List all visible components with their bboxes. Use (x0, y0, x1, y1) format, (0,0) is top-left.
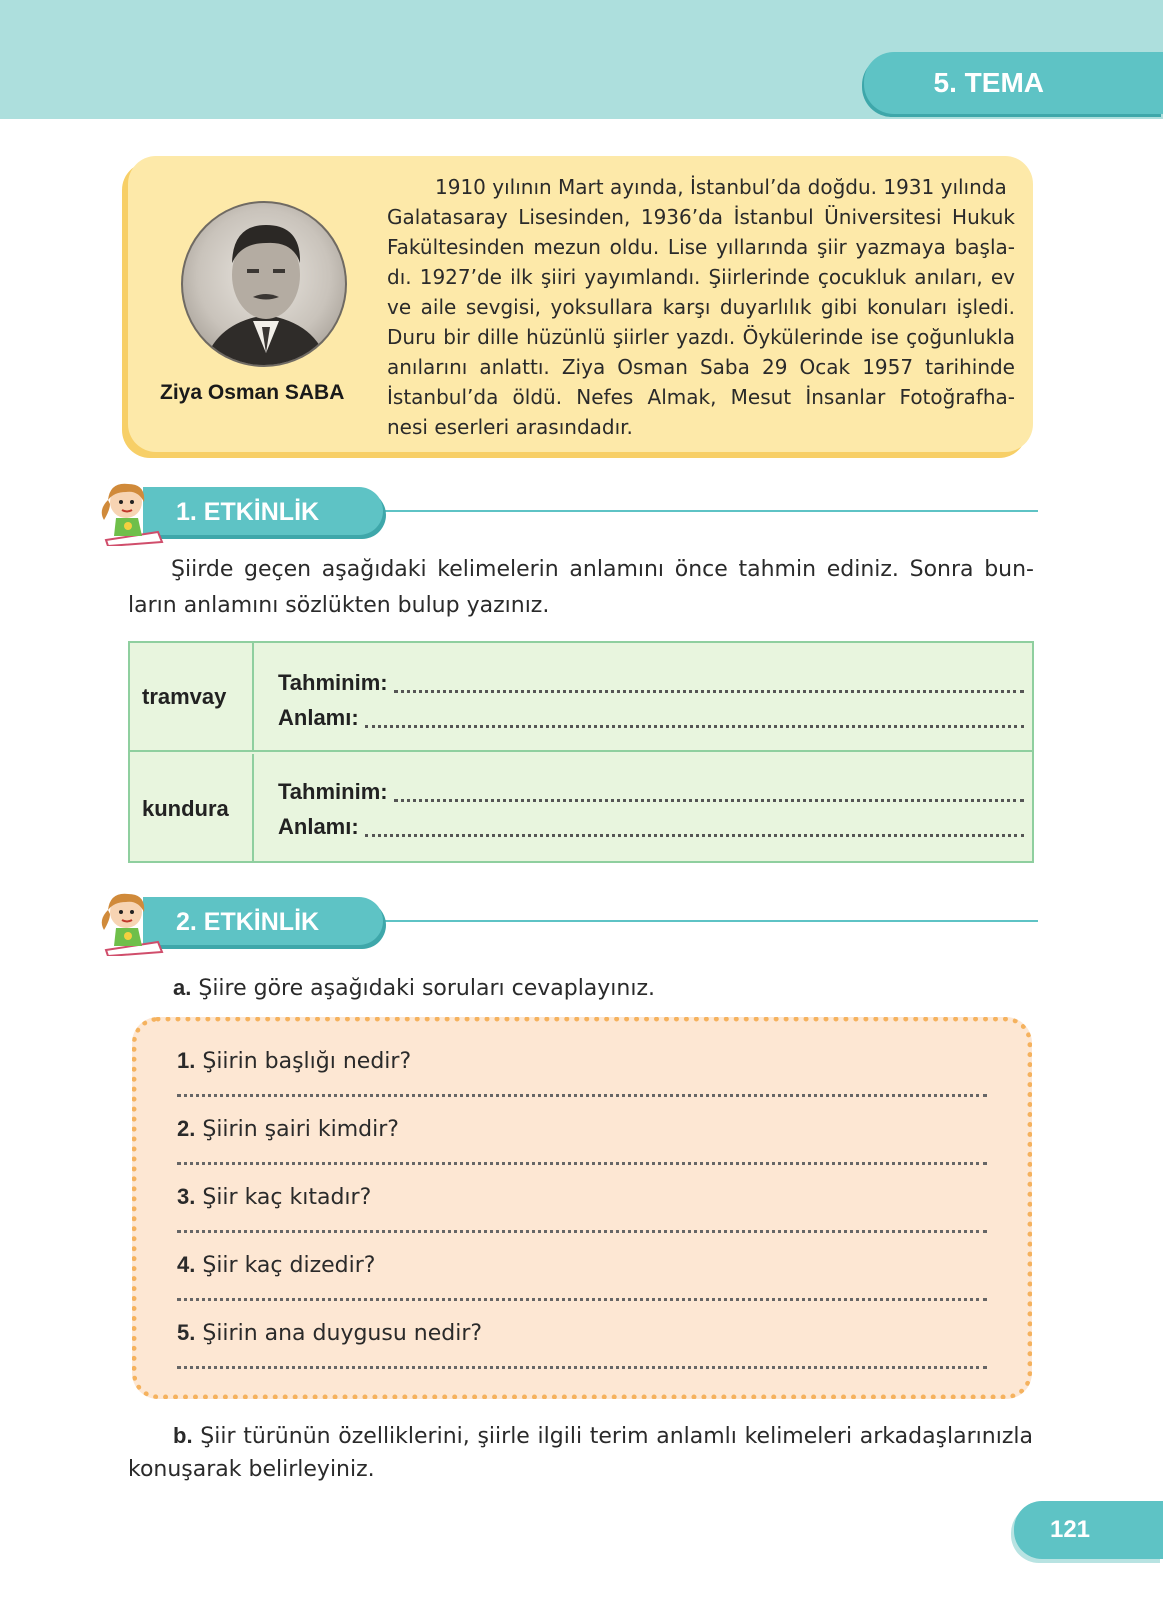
page-number: 121 (1049, 1516, 1091, 1543)
meaning-label: Anlamı: (278, 814, 359, 839)
answer-line[interactable] (177, 1366, 987, 1369)
activity-1-instruction-line2: ların anlamını sözlükten bulup yazınız. (128, 593, 550, 618)
question-number: 4. (177, 1252, 196, 1277)
biography-text (387, 172, 1015, 442)
question-item (177, 1320, 997, 1346)
bio-line: Duru bir dille hüzünlü şiirler yazdı. Öykülerinde ise çoğunlukla (387, 325, 1015, 349)
theme-label: 5. TEMA (933, 67, 1044, 98)
question-number: 3. (177, 1184, 196, 1209)
answer-line[interactable] (177, 1298, 987, 1301)
bio-line: Galatasaray Lisesinden, 1936’da İstanbul Üniversitesi Hukuk (387, 205, 1015, 229)
part-b-letter: b. (173, 1423, 193, 1448)
author-portrait (181, 201, 347, 367)
part-b-text: Şiir türünün özelliklerini, şiirle ilgili terim anlamlı kelimeleri arkadaşlarınızla (192, 1424, 1033, 1449)
bio-line: İstanbul’da öldü. Nefes Almak, Mesut İnsanlar Fotoğrafha- (387, 385, 1015, 409)
meaning-label: Anlamı: (278, 705, 359, 730)
meaning-line[interactable] (278, 810, 1024, 844)
header-rule (378, 510, 1038, 512)
activity-2-part-b-line1 (173, 1418, 1033, 1455)
question-item (177, 1048, 997, 1074)
question-item (177, 1252, 997, 1278)
answer-dots (365, 708, 1024, 728)
bio-line: ve aile sevgisi, yoksullara karşı duyarlılık gibi konuları işledi. (387, 295, 1015, 319)
question-item (177, 1116, 997, 1142)
activity-1-header (88, 480, 1038, 546)
questions-box (132, 1017, 1032, 1399)
question-text: Şiir kaç dizedir? (195, 1253, 376, 1278)
guess-label: Tahminim: (278, 670, 388, 695)
girl-mascot-icon (88, 480, 168, 546)
vocabulary-table (128, 641, 1034, 863)
part-a-text: Şiire göre aşağıdaki soruları cevaplayınız. (191, 976, 656, 1001)
answer-dots (365, 817, 1024, 837)
guess-line[interactable] (278, 666, 1024, 700)
bio-line: 1910 yılının Mart ayında, İstanbul’da doğdu. 1931 yılında (435, 175, 1007, 199)
portrait-image (183, 203, 347, 367)
activity-1-instruction-line1: Şiirde geçen aşağıdaki kelimelerin anlamını önce tahmin ediniz. Sonra bun- (171, 557, 1034, 582)
table-row (130, 754, 1032, 863)
question-text: Şiirin başlığı nedir? (195, 1049, 412, 1074)
theme-tab (864, 52, 1163, 114)
question-number: 2. (177, 1116, 196, 1141)
activity-1-title: 1. ETKİNLİK (176, 498, 320, 526)
answer-line[interactable] (177, 1230, 987, 1233)
activity-2-title: 2. ETKİNLİK (176, 908, 320, 936)
question-text: Şiirin ana duygusu nedir? (195, 1321, 483, 1346)
question-number: 5. (177, 1320, 196, 1345)
answer-dots (394, 673, 1024, 693)
answer-line[interactable] (177, 1162, 987, 1165)
bio-line: anılarını anlattı. Ziya Osman Saba 29 Ocak 1957 tarihinde (387, 355, 1015, 379)
question-text: Şiir kaç kıtadır? (195, 1185, 372, 1210)
table-row (130, 643, 1032, 752)
answer-line[interactable] (177, 1094, 987, 1097)
header-rule (378, 920, 1038, 922)
part-a-letter: a. (173, 975, 192, 1000)
bio-line: nesi eserleri arasındadır. (387, 415, 633, 439)
activity-2-part-a (173, 970, 1033, 1007)
bio-line: Fakültesinden mezun oldu. Lise yıllarında şiir yazmaya başla- (387, 235, 1015, 259)
guess-label: Tahminim: (278, 779, 388, 804)
question-text: Şiirin şairi kimdir? (195, 1117, 399, 1142)
bio-line: dı. 1927’de ilk şiiri yayımlandı. Şiirlerinde çocukluk anıları, ev (387, 265, 1015, 289)
guess-line[interactable] (278, 775, 1024, 809)
answer-dots (394, 782, 1024, 802)
question-item (177, 1184, 997, 1210)
author-name: Ziya Osman SABA (160, 381, 345, 404)
vocab-word: kundura (130, 754, 254, 863)
activity-2-part-b-line2: konuşarak belirleyiniz. (128, 1457, 375, 1482)
meaning-line[interactable] (278, 701, 1024, 735)
vocab-word: tramvay (130, 643, 254, 750)
question-number: 1. (177, 1048, 196, 1073)
activity-2-header (88, 890, 1038, 956)
girl-mascot-icon (88, 890, 168, 956)
